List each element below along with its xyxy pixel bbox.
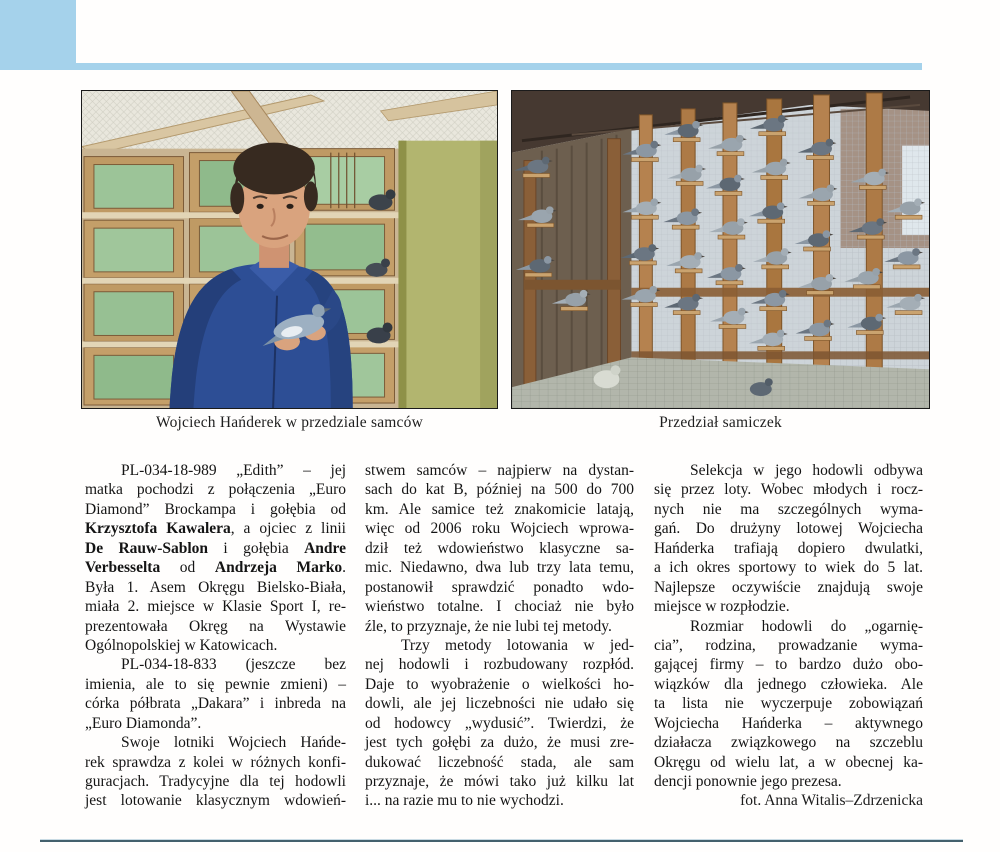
text-line: córka półbrata „Dakara” i inbreda na [85,695,346,713]
article-columns [85,461,923,811]
text-line: nej hodowli i rozbudowany rozpłód. [365,656,634,674]
text-line: mic. Niedawno, dwa lub trzy lata temu, [365,559,634,577]
text-line: działacza związkowego na szczeblu [654,734,923,752]
right-photo-image [511,90,930,409]
text-line: De Rauw-Sablon i gołębia Andre [85,539,346,557]
text-line: postanowił sprawdzić ponadto wdo- [365,578,634,596]
corner-accent-square [0,0,76,63]
text-line: guracjach. Tradycyjne dla tej hodowli [85,773,346,790]
left-photo-caption: Wojciech Hańderek w przedziale samców [156,414,423,431]
text-line: Diamond” Brockampa i gołębia od [85,500,346,518]
text-line: miała 2. miejsce w Klasie Sport I, re- [85,598,346,616]
text-line: „Euro Diamonda”. [85,714,202,732]
text-line: miejsce w rozpłodzie. [654,598,790,616]
text-line: Wojciecha Hańderka – aktywnego [654,714,923,732]
text-line: prezentowała Okręg na Wystawie [85,617,346,635]
photo-credit: fot. Anna Witalis–Zdrzenicka [740,792,923,810]
text-line: wieństwo totalne. I chociaż nie było [365,598,634,616]
text-line: Krzysztofa Kawalera, a ojciec z linii [85,520,346,538]
text-line: Verbesselta od Andrzeja Marko. [85,559,346,577]
left-photo-figure [81,90,498,432]
text-line: Selekcja w jego hodowli odbywa [690,462,923,479]
text-line: i... na razie mu to nie wychodzi. [365,792,564,810]
text-line: Trzy metody lotowania w jed- [401,636,634,654]
text-line: stwem samców – najpierw na dystan- [365,462,634,479]
text-line: PL-034-18-989 „Edith” – jej [121,462,346,479]
text-line: Daje to wyobrażenie o wielkości ho- [365,675,634,693]
top-accent-strip [0,63,922,70]
text-line: dencji ponownie jego prezesa. [654,773,842,790]
text-line: się przez loty. Wobec młodych i rocz- [654,481,923,499]
text-line: dukować liczebność stada, ale sam [365,753,634,771]
right-photo-figure [511,90,930,432]
text-line: sach do kat B, później na 500 do 700 [365,481,634,499]
text-line: Swoje lotniki Wojciech Hańde- [121,734,346,752]
text-column-2 [365,461,634,811]
bottom-rule [40,839,963,842]
text-line: imienia, ale to się pewnie zmieni) – [85,675,346,693]
text-line: Była 1. Asem Okręgu Bielsko-Biała, [85,578,346,596]
text-line: km. Ale samice też znakomicie latają, [365,500,634,518]
text-line: Hańderka trafiają dopiero dwulatki, [654,539,923,557]
right-photo-caption: Przedział samiczek [659,414,782,431]
text-line: matka pochodzi z połączenia „Euro [85,481,346,499]
text-line: nych nie ma szczególnych wyma- [654,500,923,518]
text-line: Ogólnopolskiej w Katowicach. [85,636,278,654]
text-line: Okręgu od wielu lat, a w obecnej ka- [654,753,923,771]
text-line: ta lista nie wyczerpuje zobowiązań [654,695,923,713]
text-column-3 [654,461,923,811]
text-line: jest lotowanie klasycznym wdowień- [85,792,346,810]
text-line: rek sprawdza z kolei w różnych konfi- [85,753,346,771]
text-line: wiązków dla jednego człowieka. Ale [654,675,923,693]
text-line: Najlepsze oczywiście znajdują swoje [654,578,923,596]
text-line: PL-034-18-833 (jeszcze bez [121,656,346,674]
text-line: a ich okres sportowy to wiek do 5 lat. [654,559,923,577]
left-photo-image [81,90,498,409]
text-line: od hodowcy „wydusić”. Twierdzi, że [365,714,634,732]
text-line: cia”, rodzina, prowadzanie wyma- [654,636,923,654]
text-line: gań. Do drużyny lotowej Wojciecha [654,520,923,538]
text-line: dził też wdowieństwo klasyczne sa- [365,539,634,557]
text-line: źle, to przyznaje, że nie lubi tej metody. [365,617,612,635]
text-line: jest tych gołębi za dużo, że musi zre- [365,734,634,752]
text-line: Rozmiar hodowli do „ogarnię- [690,617,923,635]
text-line: więc od 2006 roku Wojciech wprowa- [365,520,634,538]
text-line: przyznaje, że mówi tako już kilku lat [365,773,634,790]
text-line: dowli, ale jej liczebności nie udało się [365,695,634,713]
text-line: gającej firmy – to bardzo dużo obo- [654,656,923,674]
text-column-1 [85,461,346,811]
